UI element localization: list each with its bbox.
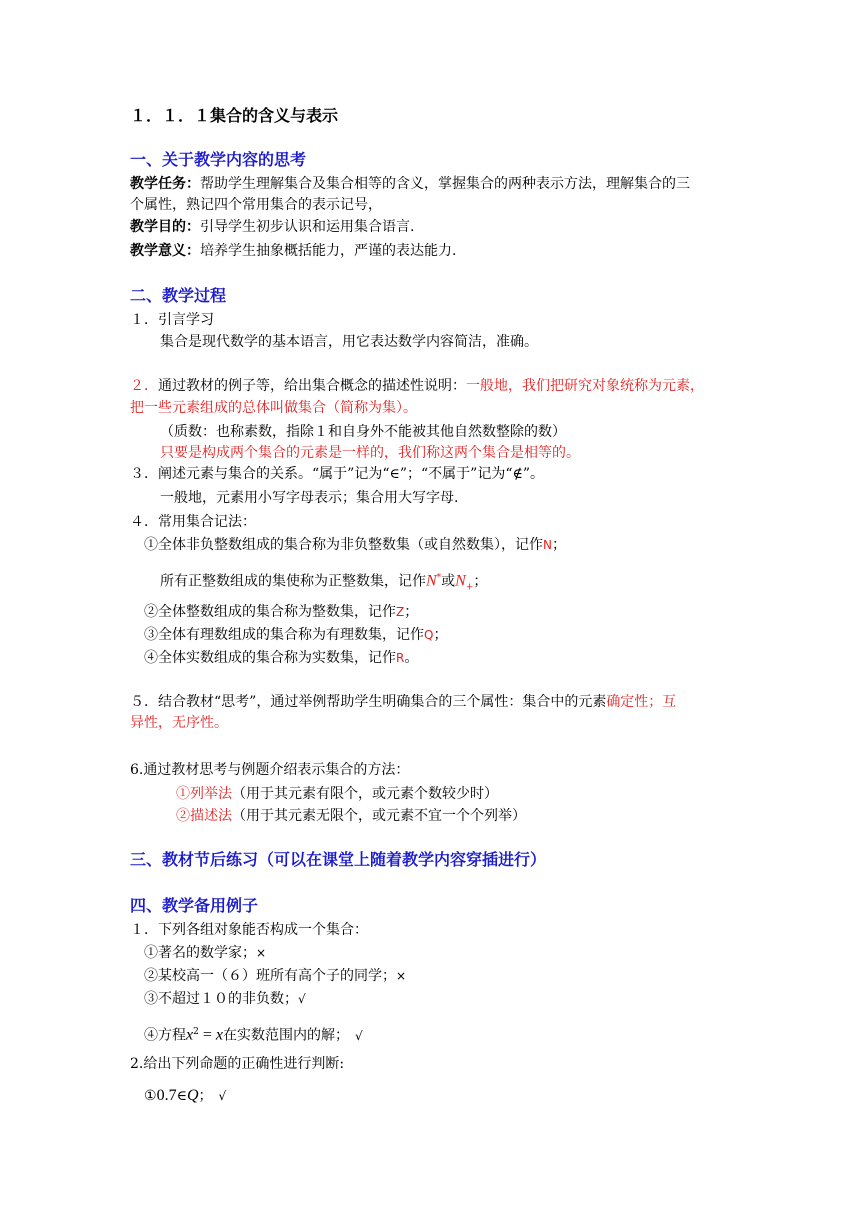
question-1-item-3-text: ③不超过１０的非负数； (144, 991, 298, 1007)
item-4-integers-text: ②全体整数组成的集合称为整数集，记作 (144, 604, 396, 620)
teaching-task-line-1 (130, 174, 690, 194)
item-3-text-c: ”。 (522, 466, 545, 482)
item-2-line-1 (130, 376, 704, 396)
teaching-meaning-label: 教学意义： (130, 243, 200, 259)
teaching-goal-line (130, 217, 414, 237)
number-0-7: 0.7 (156, 1087, 177, 1104)
item-4-positive-end: ； (473, 573, 488, 590)
item-3-text-b: ”；“不属于”记为“ (399, 466, 513, 482)
check-mark: √ (298, 992, 306, 1006)
question-1-item-4-text-a: ④方程 (144, 1027, 186, 1044)
item-3-body: 一般地，元素用小写字母表示；集合用大写字母. (160, 490, 459, 506)
item-4-integers-end: ； (404, 604, 419, 620)
item-6-description (176, 806, 526, 826)
item-4-rationals (144, 625, 447, 645)
item-6-title: 6.通过教材思考与例题介绍表示集合的方法： (130, 762, 410, 778)
item-5-text: ５．结合教材“思考”，通过举例帮助学生明确集合的三个属性：集合中的元素 (130, 694, 607, 710)
item-2-equality: 只要是构成两个集合的元素是一样的，我们称这两个集合是相等的。 (160, 445, 580, 461)
item-4-title: ４．常用集合记法： (130, 514, 256, 530)
plus-subscript: + (465, 582, 474, 593)
item-4-positive (160, 568, 487, 597)
description-method-note: （用于其元素无限个，或元素不宜一个个列举） (232, 808, 526, 824)
item-6-listing (176, 784, 498, 804)
teaching-meaning-text: 培养学生抽象概括能力，严谨的表达能力. (200, 243, 457, 259)
section-heading-2: 二、教学过程 (130, 286, 227, 305)
item-1-title: １．引言学习 (130, 312, 214, 328)
symbol-R: R (396, 651, 405, 665)
item-1-body: 集合是现代数学的基本语言，用它表达数学内容简洁，准确。 (160, 334, 538, 350)
symbol-N-star: N (426, 572, 437, 590)
math-x: x (186, 1026, 194, 1044)
symbol-Q: Q (424, 628, 434, 642)
item-3-line (130, 464, 544, 485)
item-5-properties-2: 异性，无序性。 (130, 715, 228, 731)
listing-method: ①列举法 (176, 786, 232, 802)
symbol-N: N (543, 538, 552, 552)
item-4-positive-text: 所有正整数组成的集使称为正整数集，记作 (160, 573, 426, 590)
item-4-rationals-end: ； (433, 627, 448, 643)
question-1-item-1-text: ①著名的数学家； (144, 945, 256, 961)
symbol-Z: Z (396, 605, 405, 619)
item-2-definition-1: 一般地，我们把研究对象统称为元素， (466, 378, 704, 394)
listing-method-note: （用于其元素有限个，或元素个数较少时） (232, 786, 498, 802)
teaching-task-text-1: 帮助学生理解集合及集合相等的含义，掌握集合的两种表示方法，理解集合的三 (200, 176, 690, 192)
item-3-text-a: ３．阐述元素与集合的关系。“属于”记为“ (130, 466, 390, 482)
cross-mark: × (256, 946, 267, 960)
item-4-rationals-text: ③全体有理数组成的集合称为有理数集，记作 (144, 627, 424, 643)
check-mark: √ (354, 1028, 363, 1043)
question-1-item-2-text: ②某校高一（６）班所有高个子的同学； (144, 968, 396, 984)
item-2-number: ２． (130, 378, 158, 394)
item-5-line-1 (130, 692, 676, 712)
item-2-text: 通过教材的例子等，给出集合概念的描述性说明： (158, 378, 466, 394)
item-5-properties-1: 确定性；互 (606, 694, 677, 710)
section-heading-3: 三、教材节后练习（可以在课堂上随着教学内容穿插进行） (130, 850, 547, 869)
item-4-reals (144, 648, 418, 668)
teaching-task-text-2: 个属性，熟记四个常用集合的表示记号， (130, 197, 382, 213)
semicolon: ； (198, 1088, 213, 1104)
teaching-goal-text: 引导学生初步认识和运用集合语言. (200, 219, 415, 235)
item-4-integers (144, 602, 418, 622)
equals-sign: = (198, 1026, 216, 1044)
teaching-meaning-line (130, 241, 456, 261)
math-x: x (215, 1026, 223, 1044)
symbol-N-plus: N (455, 572, 466, 590)
exponent-2: 2 (193, 1027, 199, 1037)
check-mark: √ (218, 1089, 227, 1103)
item-2-definition-2: 把一些元素组成的总体叫做集合（简称为集）。 (130, 400, 417, 416)
not-belongs-symbol: ∉ (512, 467, 523, 482)
item-2-note: （质数：也称素数，指除１和自身外不能被其他自然数整除的数） (160, 424, 566, 440)
item-4-natural (144, 535, 566, 555)
question-2-item-1 (144, 1086, 226, 1107)
cross-mark: × (396, 969, 407, 983)
circled-one: ① (144, 1088, 157, 1104)
belongs-symbol: ∈ (176, 1089, 187, 1104)
question-1-title: １．下列各组对象能否构成一个集合： (130, 922, 368, 938)
description-method: ②描述法 (176, 808, 232, 824)
star-superscript: * (436, 573, 442, 583)
section-heading-4: 四、教学备用例子 (130, 896, 259, 915)
item-4-reals-text: ④全体实数组成的集合称为实数集，记作 (144, 650, 396, 666)
item-4-natural-end: ； (551, 537, 566, 553)
item-4-natural-text: ①全体非负整数组成的集合称为非负整数集（或自然数集），记作 (144, 537, 543, 553)
question-1-item-3 (144, 989, 306, 1009)
question-1-item-4-text-b: 在实数范围内的解； (222, 1027, 349, 1044)
teaching-goal-label: 教学目的： (130, 219, 200, 235)
or-text: 或 (441, 573, 456, 590)
question-1-item-4 (144, 1022, 363, 1046)
teaching-task-label: 教学任务： (130, 176, 200, 192)
question-2-title: 2.给出下列命题的正确性进行判断: (130, 1056, 345, 1072)
math-Q: Q (186, 1087, 199, 1104)
section-heading-1: 一、关于教学内容的思考 (130, 150, 307, 169)
page-title: １．１．１集合的含义与表示 (130, 106, 339, 125)
item-4-reals-end: 。 (404, 650, 419, 666)
question-1-item-2 (144, 966, 406, 986)
belongs-symbol: ∈ (389, 467, 400, 482)
question-1-item-1 (144, 943, 266, 963)
